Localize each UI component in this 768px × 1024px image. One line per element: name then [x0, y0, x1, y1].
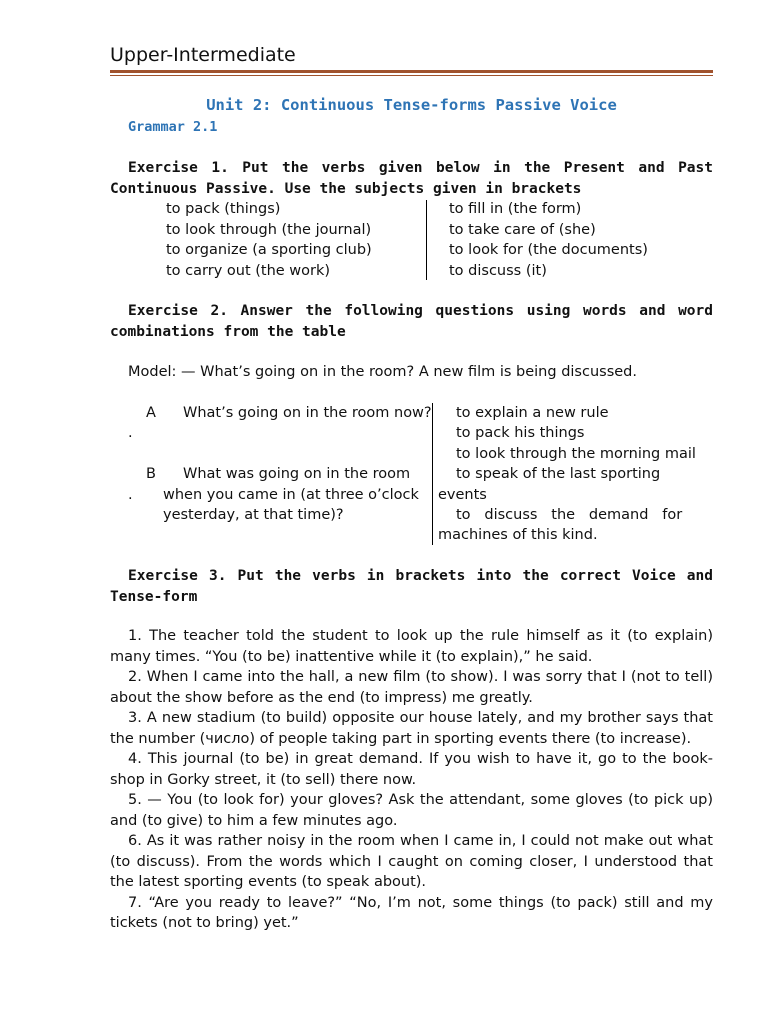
exercise3-item-5: 5. — You (to look for) your gloves? Ask the attendant, some gloves (to pick up) and (to give) to him a few minutes ago. [110, 792, 713, 829]
exercise3-item-6: 6. As it was rather noisy in the room when I came in, I could not make out what (to discuss). From the words which I caught on coming closer, I understood that the latest sporting events (to speak about). [110, 833, 713, 890]
exercise2-b-question-line1: What was going on in the room [183, 466, 411, 482]
list-item: to look through (the journal) [166, 221, 372, 238]
list-item: to organize (a sporting club) [166, 242, 372, 258]
list-item: to carry out (the work) [166, 262, 331, 279]
header-rule-thick [110, 70, 713, 73]
exercise3-item-3: 3. A new stadium (to build) opposite our house lately, and my brother says that the number (число) of people taking part in sporting events there (to increase). [110, 710, 713, 747]
exercise2-divider [432, 403, 433, 545]
exercise2-right-item: machines of this kind. [438, 527, 598, 543]
exercise2-model: Model: — What’s going on in the room? A new film is being discussed. [128, 364, 637, 380]
exercise2-a-question: What’s going on in the room now? [183, 405, 432, 421]
exercise2-right-item: to speak of the last sporting [456, 466, 661, 482]
header-title: Upper-Intermediate [110, 44, 296, 66]
exercise2-right-item: to look through the morning mail [456, 446, 696, 462]
exercise3-item-4: 4. This journal (to be) in great demand. If you wish to have it, go to the book-shop in Gorky street, it (to sell) there now. [110, 751, 713, 788]
exercise2-a-label: A [146, 405, 156, 421]
list-item: to take care of (she) [449, 221, 596, 238]
exercise2-b-question-line3: yesterday, at that time)? [163, 507, 344, 523]
exercise2-b-label: B [146, 466, 156, 482]
exercise3-heading: Exercise 3. Put the verbs in brackets into the correct Voice and Tense-form [110, 568, 713, 605]
exercise1-right-list [449, 199, 648, 281]
exercise2-a-dot: . [128, 425, 133, 441]
exercise1-heading: Exercise 1. Put the verbs given below in the Present and Past Continuous Passive. Use the subjects given in brackets [110, 160, 713, 197]
grammar-label: Grammar 2.1 [128, 119, 218, 135]
list-item: to pack (things) [166, 201, 281, 217]
list-item: to discuss (it) [449, 262, 547, 279]
exercise2-right-item: events [438, 487, 487, 503]
exercise1-divider [426, 200, 427, 280]
header-rule-thin [110, 75, 713, 76]
unit-title: Unit 2: Continuous Tense-forms Passive Voice [206, 96, 617, 114]
exercise2-b-question-line2: when you came in (at three o’clock [163, 487, 419, 503]
exercise3-list [110, 626, 713, 934]
exercise1-left-list [166, 199, 372, 281]
exercise3-item-7: 7. “Are you ready to leave?” “No, I’m not, some things (to pack) still and my tickets (not to bring) yet.” [110, 894, 713, 931]
list-item: to fill in (the form) [449, 201, 582, 217]
exercise2-right-item: to pack his things [456, 425, 585, 441]
exercise3-item-1: 1. The teacher told the student to look up the rule himself as it (to explain) many times. “You (to be) inattentive while it (to explain),” he said. [110, 628, 713, 665]
exercise2-right-item: to discuss the demand for [456, 507, 683, 523]
list-item: to look for (the documents) [449, 242, 648, 258]
exercise3-item-2: 2. When I came into the hall, a new film (to show). I was sorry that I (not to tell) about the show before as the end (to impress) me greatly. [110, 669, 713, 706]
exercise2-heading: Exercise 2. Answer the following questions using words and word combinations from the table [110, 303, 713, 340]
exercise2-b-dot: . [128, 487, 133, 503]
exercise2-right-item: to explain a new rule [456, 405, 609, 421]
